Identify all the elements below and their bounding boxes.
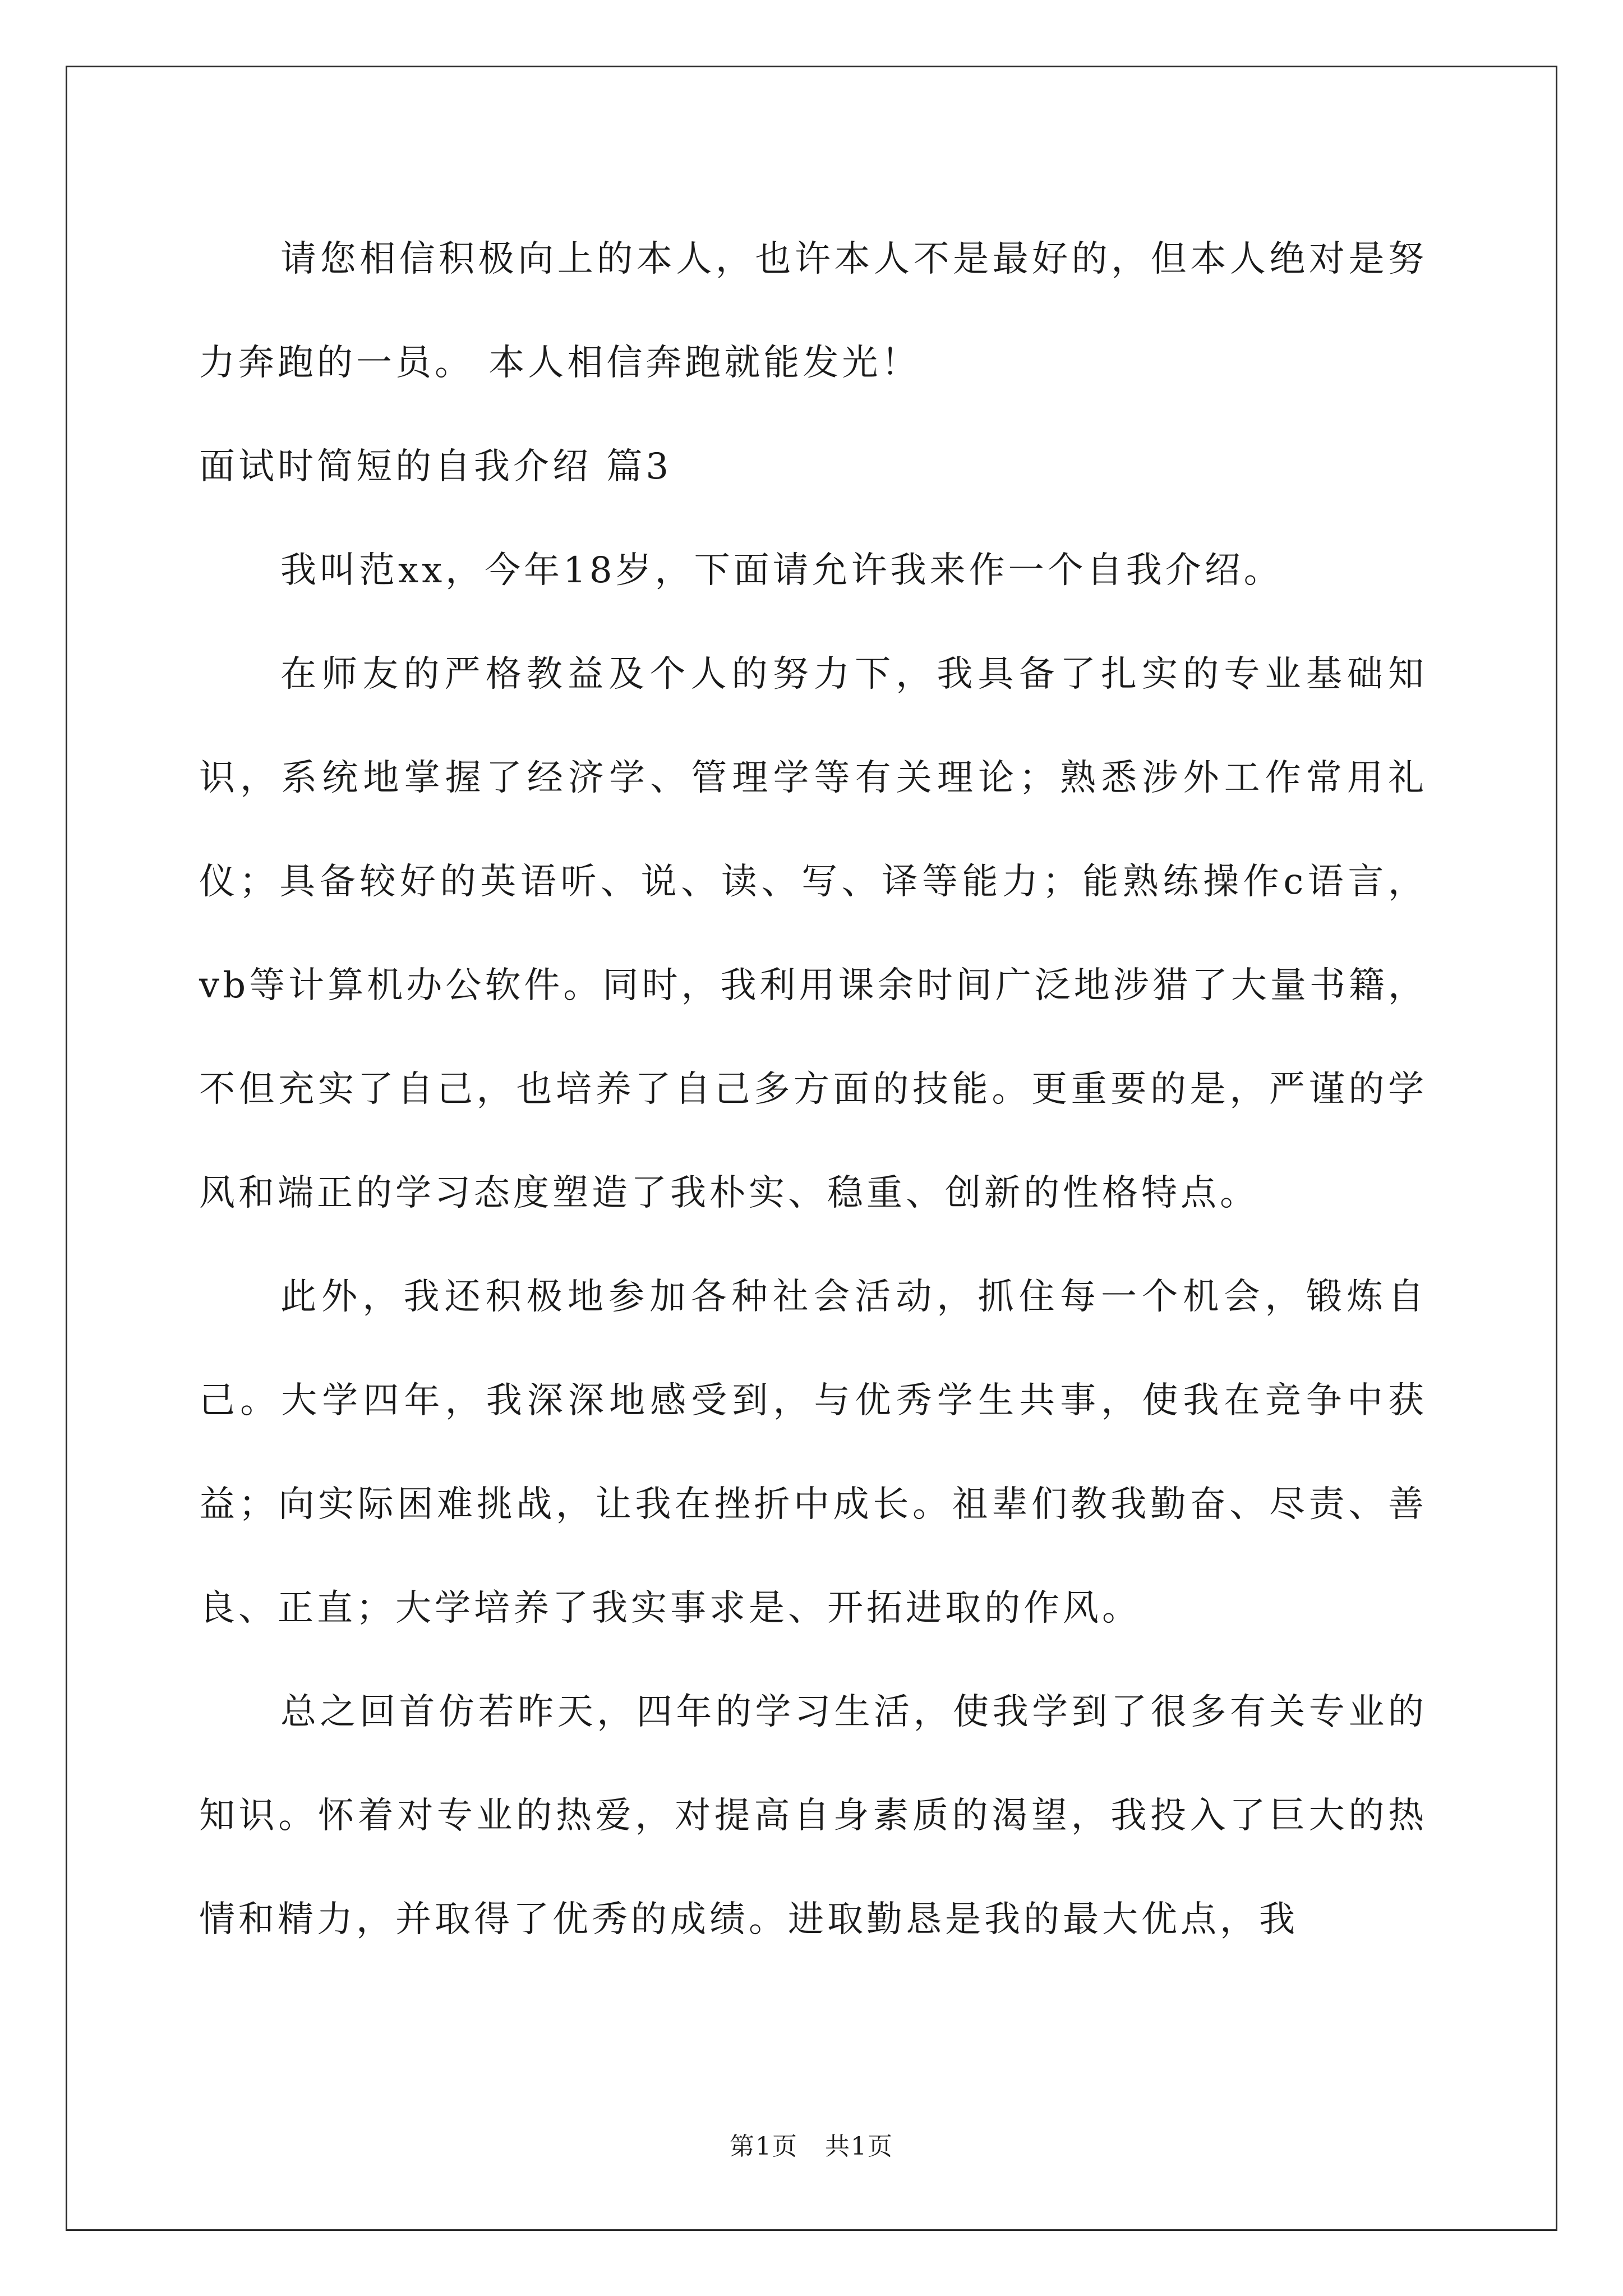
paragraph: 此外，我还积极地参加各种社会活动，抓住每一个机会，锻炼自己。大学四年，我深深地感受到，与优秀学生共事，使我在竞争中获益；向实际困难挑战，让我在挫折中成长。祖辈们教我勤奋、尽责、善良、正直；大学培养了我实事求是、开拓进取的作风。 <box>199 1276 1427 1629</box>
page-total: 共1页 <box>824 2132 893 2161</box>
paragraph: 在师友的严格教益及个人的努力下，我具备了扎实的专业基础知识，系统地掌握了经济学、管理学等有关理论；熟悉涉外工作常用礼仪；具备较好的英语听、说、读、写、译等能力；能熟练操作c语言，vb等计算机办公软件。同时，我利用课余时间广泛地涉猎了大量书籍，不但充实了自己，也培养了自己多方面的技能。更重要的是，严谨的学风和端正的学习态度塑造了我朴实、稳重、创新的性格特点。 <box>199 654 1427 1214</box>
paragraph: 总之回首仿若昨天，四年的学习生活，使我学到了很多有关专业的知识。怀着对专业的热爱，对提高自身素质的渴望，我投入了巨大的热情和精力，并取得了优秀的成绩。进取勤恳是我的最大优点，我 <box>199 1691 1427 1940</box>
section-heading: 面试时简短的自我介绍 篇3 <box>199 446 672 487</box>
paragraph: 请您相信积极向上的本人，也许本人不是最好的，但本人绝对是努力奔跑的一员。 本人相信奔跑就能发光！ <box>199 238 1427 384</box>
paragraph: 我叫范xx，今年18岁，下面请允许我来作一个自我介绍。 <box>280 550 1283 591</box>
document-body <box>199 208 1427 1972</box>
page-number: 第1页 <box>730 2132 799 2161</box>
page-footer <box>0 2126 1623 2162</box>
